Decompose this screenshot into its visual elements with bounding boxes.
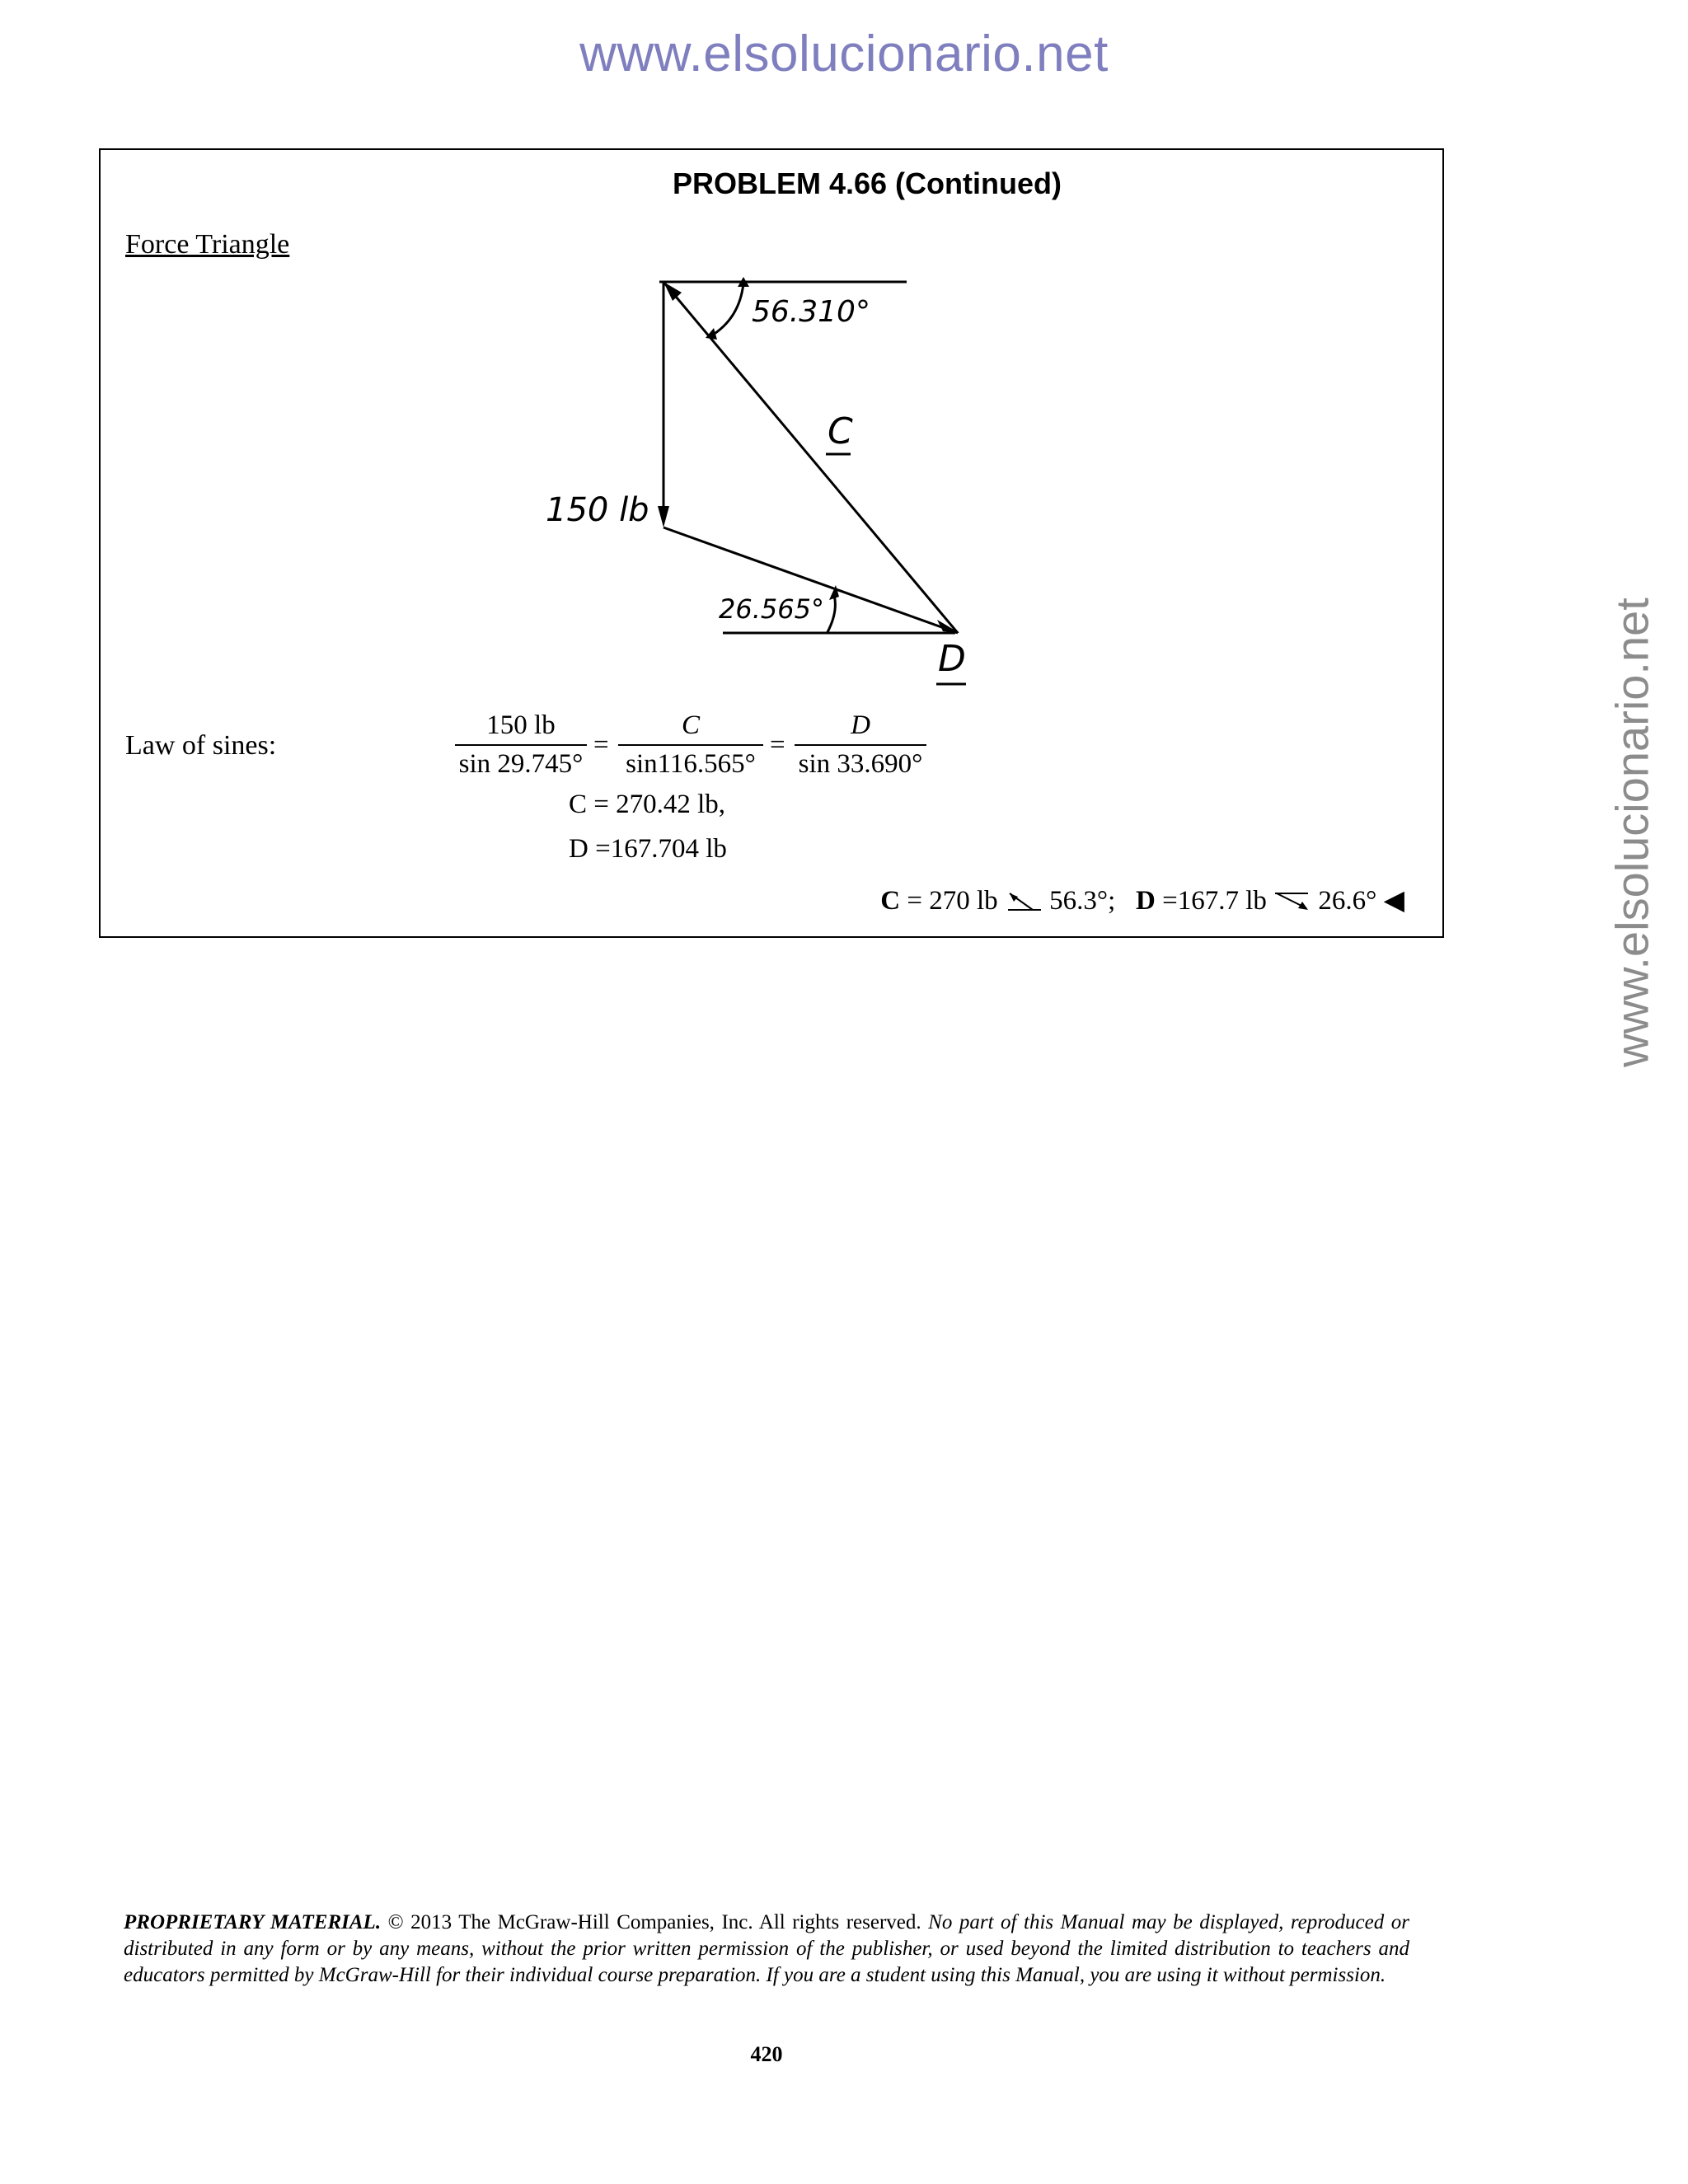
section-label: Force Triangle [125, 229, 290, 260]
equals-sign-2: = [770, 730, 785, 760]
footer-copyright: © 2013 The McGraw-Hill Companies, Inc. All rights reserved. [387, 1911, 921, 1933]
angle-arc-bottom [828, 595, 835, 632]
force-150-arrowhead [658, 506, 669, 527]
watermark-top: www.elsolucionario.net [579, 26, 1109, 82]
final-answer [880, 883, 1404, 916]
angle-label-top: 56.310° [752, 295, 870, 329]
equals-sign-1: = [593, 730, 609, 760]
angle-arc-top [710, 284, 743, 336]
end-of-answer-mark: ◀ [1383, 886, 1404, 916]
watermark-side: www.elsolucionario.net [1606, 598, 1658, 1067]
fraction-150-numerator: 150 lb [455, 710, 587, 746]
fraction-150-denominator: sin 29.745° [458, 749, 584, 779]
label-c: C [828, 410, 853, 452]
result-d: D =167.704 lb [569, 834, 727, 864]
answer-c-symbol: C [880, 886, 901, 916]
law-of-sines-label: Law of sines: [125, 730, 277, 761]
problem-box [99, 148, 1444, 938]
label-force-150: 150 lb [546, 491, 649, 529]
label-d: D [938, 638, 966, 680]
fraction-c [618, 710, 763, 780]
answer-c-value: = 270 lb [907, 886, 998, 916]
fraction-d [795, 710, 926, 780]
problem-title: PROBLEM 4.66 (Continued) [672, 166, 1062, 200]
footer-notice [124, 1910, 1409, 1989]
angle-label-bottom: 26.565° [719, 593, 824, 625]
fraction-c-numerator: C [618, 710, 763, 746]
answer-d-angle: 26.6° [1318, 886, 1377, 916]
answer-d-value: =167.7 lb [1162, 886, 1267, 916]
fraction-c-denominator: sin116.565° [626, 749, 756, 779]
answer-c-angle: 56.3°; [1049, 886, 1116, 916]
direction-down-right-icon [1005, 890, 1043, 915]
fraction-150 [455, 710, 587, 780]
force-triangle-diagram [101, 150, 1444, 727]
footer-proprietary: PROPRIETARY MATERIAL. [124, 1911, 382, 1933]
answer-d-symbol: D [1136, 886, 1156, 916]
result-c: C = 270.42 lb, [569, 790, 726, 819]
page-number: 420 [750, 2042, 783, 2066]
fraction-d-denominator: sin 33.690° [798, 749, 923, 779]
fraction-d-numerator: D [795, 710, 926, 746]
footer-permission-notice: No part of this Manual may be displayed, reproduced or distributed in any form or by any means, without the prior written permission of the publisher, or used beyond the limited distribution to teachers and educators permitted by McGraw-Hill for their individual course preparation. If you are a student using this Manual, you are using it without permission. [124, 1911, 1409, 1986]
force-c-arrowhead [663, 282, 682, 301]
direction-down-left-icon [1273, 890, 1311, 915]
